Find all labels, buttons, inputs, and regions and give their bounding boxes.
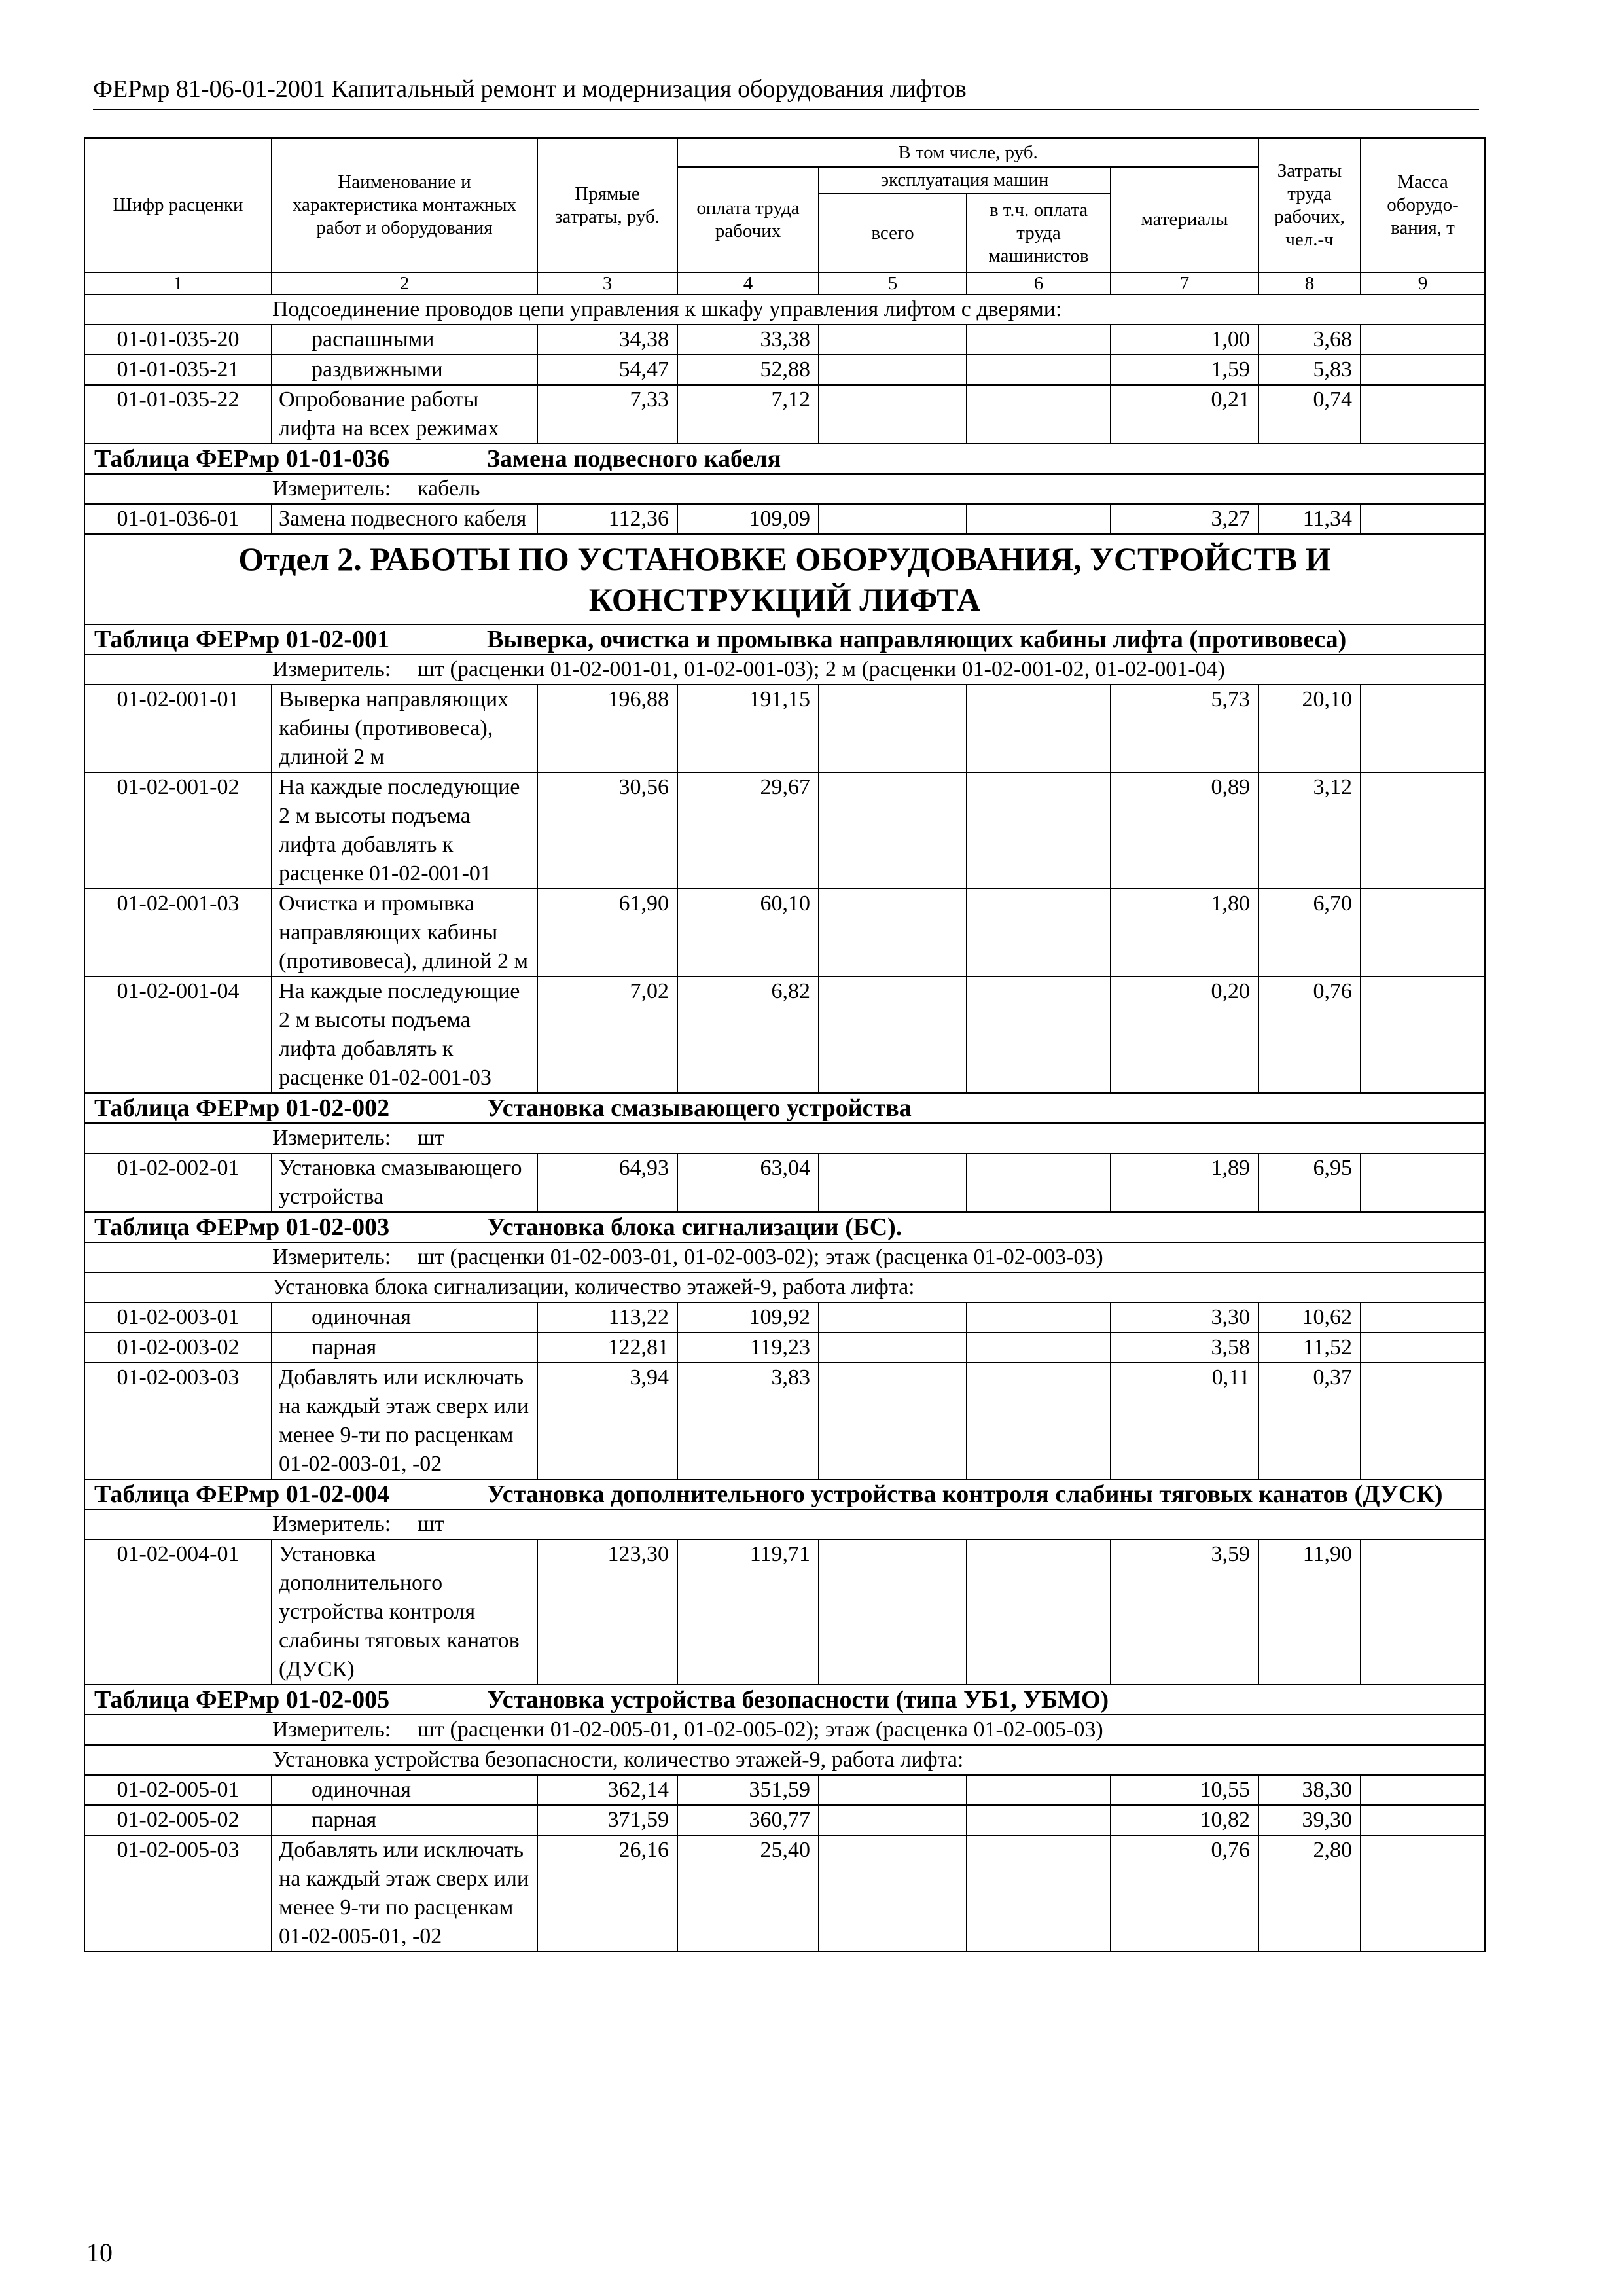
labor-pay: 29,67 (677, 772, 819, 889)
materials: 3,58 (1111, 1333, 1258, 1363)
labor-hours: 2,80 (1258, 1835, 1361, 1952)
mass (1361, 1835, 1485, 1952)
table-row (84, 1539, 1485, 1685)
labor-hours: 6,95 (1258, 1153, 1361, 1212)
rate-code: 01-01-035-20 (84, 325, 272, 355)
machinists-pay (967, 1363, 1111, 1479)
page-number: 10 (86, 2238, 113, 2267)
table-row (84, 504, 1485, 534)
mass (1361, 1333, 1485, 1363)
work-name: Очистка и промывка направляющих кабины (противовеса), длиной 2 м (272, 889, 537, 977)
col-number: 6 (967, 272, 1111, 295)
measure-row (84, 1715, 1485, 1745)
materials: 5,73 (1111, 685, 1258, 772)
table-row (84, 1835, 1485, 1952)
materials: 1,00 (1111, 325, 1258, 355)
direct-cost: 196,88 (537, 685, 677, 772)
direct-cost: 7,02 (537, 977, 677, 1093)
work-name: Замена подвесного кабеля (272, 504, 537, 534)
machinists-pay (967, 977, 1111, 1093)
machines-total (819, 504, 967, 534)
labor-pay: 25,40 (677, 1835, 819, 1952)
table-number: Таблица ФЕРмр 01-02-004 (94, 1480, 390, 1508)
rate-code: 01-02-005-03 (84, 1835, 272, 1952)
machinists-pay (967, 504, 1111, 534)
work-name: парная (272, 1333, 537, 1363)
table-row (84, 1153, 1485, 1212)
table-heading (84, 1093, 1485, 1123)
table-title: Установка блока сигнализации (БС). (487, 1213, 902, 1241)
measure-row (84, 1123, 1485, 1153)
labor-pay: 6,82 (677, 977, 819, 1093)
work-name: Добавлять или исключать на каждый этаж сверх или менее 9-ти по расценкам 01-02-003-01, -02 (272, 1363, 537, 1479)
rate-code: 01-01-036-01 (84, 504, 272, 534)
labor-pay: 33,38 (677, 325, 819, 355)
machines-total (819, 385, 967, 444)
work-name: На каждые последующие 2 м высоты подъема лифта добавлять к расценке 01-02-001-03 (272, 977, 537, 1093)
col-number: 2 (272, 272, 537, 295)
table-row (84, 385, 1485, 444)
mass (1361, 1153, 1485, 1212)
machinists-pay (967, 385, 1111, 444)
work-name: Опробование работы лифта на всех режимах (272, 385, 537, 444)
rate-code: 01-02-002-01 (84, 1153, 272, 1212)
labor-hours: 0,74 (1258, 385, 1361, 444)
labor-pay: 109,09 (677, 504, 819, 534)
rate-code: 01-01-035-21 (84, 355, 272, 385)
table-row (84, 889, 1485, 977)
labor-hours: 3,68 (1258, 325, 1361, 355)
mass (1361, 685, 1485, 772)
machinists-pay (967, 1302, 1111, 1333)
work-name: На каждые последующие 2 м высоты подъема лифта добавлять к расценке 01-02-001-01 (272, 772, 537, 889)
mass (1361, 504, 1485, 534)
machines-total (819, 1835, 967, 1952)
table-number: Таблица ФЕРмр 01-02-002 (94, 1094, 390, 1122)
machinists-pay (967, 325, 1111, 355)
rate-code: 01-02-001-01 (84, 685, 272, 772)
direct-cost: 7,33 (537, 385, 677, 444)
division-title: Отдел 2. РАБОТЫ ПО УСТАНОВКЕ ОБОРУДОВАНИЯ, УСТРОЙСТВ И КОНСТРУКЦИЙ ЛИФТА (84, 534, 1485, 624)
measure-unit: шт (расценки 01-02-003-01, 01-02-003-02); этаж (расценка 01-02-003-03) (418, 1245, 1103, 1269)
col-number: 8 (1258, 272, 1361, 295)
measure-label: Измеритель: (272, 476, 391, 501)
measure-unit: шт (418, 1512, 445, 1536)
labor-hours: 0,76 (1258, 977, 1361, 1093)
materials: 3,27 (1111, 504, 1258, 534)
page-header: ФЕРмр 81-06-01-2001 Капитальный ремонт и модернизация оборудования лифтов (93, 73, 1479, 110)
labor-pay: 7,12 (677, 385, 819, 444)
labor-hours: 39,30 (1258, 1805, 1361, 1835)
table-row (84, 772, 1485, 889)
mass (1361, 355, 1485, 385)
col-name-header: Наименование и характеристика монтажных работ и оборудования (272, 138, 537, 272)
table-heading (84, 444, 1485, 474)
labor-hours: 10,62 (1258, 1302, 1361, 1333)
machines-total (819, 325, 967, 355)
machines-total (819, 355, 967, 385)
direct-cost: 26,16 (537, 1835, 677, 1952)
labor-hours: 38,30 (1258, 1775, 1361, 1805)
measure-unit: шт (расценки 01-02-005-01, 01-02-005-02); этаж (расценка 01-02-005-03) (418, 1717, 1103, 1742)
materials: 10,55 (1111, 1775, 1258, 1805)
materials: 0,20 (1111, 977, 1258, 1093)
table-row (84, 685, 1485, 772)
measure-row (84, 474, 1485, 504)
work-name: раздвижными (272, 355, 537, 385)
section-subheading: Подсоединение проводов цепи управления к шкафу управления лифтом с дверями: (84, 295, 1485, 325)
col-mach-total-header: всего (819, 194, 967, 272)
mass (1361, 1363, 1485, 1479)
table-number: Таблица ФЕРмр 01-02-005 (94, 1686, 390, 1713)
col-mach-incl-header: в т.ч. оплата труда машинистов (967, 194, 1111, 272)
work-name: одиночная (272, 1775, 537, 1805)
machinists-pay (967, 685, 1111, 772)
work-name: Выверка направляющих кабины (противовеса), длиной 2 м (272, 685, 537, 772)
labor-hours: 11,90 (1258, 1539, 1361, 1685)
table-number: Таблица ФЕРмр 01-01-036 (94, 445, 390, 473)
col-materials-header: материалы (1111, 167, 1258, 272)
materials: 3,59 (1111, 1539, 1258, 1685)
col-number: 9 (1361, 272, 1485, 295)
direct-cost: 123,30 (537, 1539, 677, 1685)
rate-code: 01-02-001-04 (84, 977, 272, 1093)
materials: 1,80 (1111, 889, 1258, 977)
mass (1361, 1805, 1485, 1835)
table-title: Установка устройства безопасности (типа УБ1, УБМО) (487, 1686, 1109, 1713)
labor-hours: 20,10 (1258, 685, 1361, 772)
table-row (84, 1333, 1485, 1363)
rate-code: 01-02-005-02 (84, 1805, 272, 1835)
direct-cost: 30,56 (537, 772, 677, 889)
machinists-pay (967, 1775, 1111, 1805)
measure-row (84, 1242, 1485, 1272)
direct-cost: 61,90 (537, 889, 677, 977)
materials: 0,89 (1111, 772, 1258, 889)
rate-code: 01-02-003-02 (84, 1333, 272, 1363)
table-heading (84, 624, 1485, 655)
table-row (84, 1363, 1485, 1479)
machines-total (819, 1775, 967, 1805)
col-number: 3 (537, 272, 677, 295)
col-code-header: Шифр расценки (84, 138, 272, 272)
labor-pay: 191,15 (677, 685, 819, 772)
work-name: Установка дополнительного устройства контроля слабины тяговых канатов (ДУСК) (272, 1539, 537, 1685)
measure-label: Измеритель: (272, 1126, 391, 1150)
direct-cost: 122,81 (537, 1333, 677, 1363)
labor-hours: 3,12 (1258, 772, 1361, 889)
work-name: Установка смазывающего устройства (272, 1153, 537, 1212)
measure-label: Измеритель: (272, 1512, 391, 1536)
labor-hours: 6,70 (1258, 889, 1361, 977)
direct-cost: 371,59 (537, 1805, 677, 1835)
rate-code: 01-02-003-03 (84, 1363, 272, 1479)
machines-total (819, 1333, 967, 1363)
direct-cost: 34,38 (537, 325, 677, 355)
direct-cost: 112,36 (537, 504, 677, 534)
table-title: Замена подвесного кабеля (487, 445, 781, 473)
machines-total (819, 1539, 967, 1685)
direct-cost: 54,47 (537, 355, 677, 385)
machines-total (819, 1302, 967, 1333)
labor-hours: 11,52 (1258, 1333, 1361, 1363)
machines-total (819, 685, 967, 772)
machines-total (819, 772, 967, 889)
labor-hours: 0,37 (1258, 1363, 1361, 1479)
machines-total (819, 1363, 967, 1479)
materials: 3,30 (1111, 1302, 1258, 1333)
machines-total (819, 977, 967, 1093)
rate-code: 01-02-001-02 (84, 772, 272, 889)
mass (1361, 325, 1485, 355)
rate-code: 01-02-003-01 (84, 1302, 272, 1333)
machinists-pay (967, 355, 1111, 385)
materials: 0,11 (1111, 1363, 1258, 1479)
measure-label: Измеритель: (272, 657, 391, 681)
measure-row (84, 1509, 1485, 1539)
measure-label: Измеритель: (272, 1717, 391, 1742)
labor-pay: 63,04 (677, 1153, 819, 1212)
table-number: Таблица ФЕРмр 01-02-003 (94, 1213, 390, 1241)
machinists-pay (967, 772, 1111, 889)
machinists-pay (967, 889, 1111, 977)
table-title: Установка дополнительного устройства контроля слабины тяговых канатов (ДУСК) (487, 1480, 1443, 1508)
col-mass-header: Масса оборудо-вания, т (1361, 138, 1485, 272)
mass (1361, 977, 1485, 1093)
work-name: распашными (272, 325, 537, 355)
machinists-pay (967, 1333, 1111, 1363)
machinists-pay (967, 1835, 1111, 1952)
col-number: 7 (1111, 272, 1258, 295)
table-title: Выверка, очистка и промывка направляющих кабины лифта (противовеса) (487, 626, 1347, 653)
table-title: Установка смазывающего устройства (487, 1094, 912, 1122)
labor-pay: 119,71 (677, 1539, 819, 1685)
machinists-pay (967, 1539, 1111, 1685)
table-row (84, 355, 1485, 385)
machines-total (819, 1805, 967, 1835)
col-number: 1 (84, 272, 272, 295)
labor-pay: 109,92 (677, 1302, 819, 1333)
machinists-pay (967, 1153, 1111, 1212)
table-heading (84, 1685, 1485, 1715)
table-heading (84, 1479, 1485, 1509)
work-name: одиночная (272, 1302, 537, 1333)
labor-pay: 60,10 (677, 889, 819, 977)
labor-pay: 52,88 (677, 355, 819, 385)
mass (1361, 385, 1485, 444)
measure-row (84, 655, 1485, 685)
rates-table (84, 137, 1486, 1952)
table-row (84, 325, 1485, 355)
labor-hours: 5,83 (1258, 355, 1361, 385)
measure-unit: кабель (418, 476, 480, 501)
labor-pay: 119,23 (677, 1333, 819, 1363)
machines-total (819, 1153, 967, 1212)
mass (1361, 1775, 1485, 1805)
work-name: парная (272, 1805, 537, 1835)
labor-pay: 360,77 (677, 1805, 819, 1835)
direct-cost: 64,93 (537, 1153, 677, 1212)
rate-code: 01-02-005-01 (84, 1775, 272, 1805)
materials: 1,59 (1111, 355, 1258, 385)
table-row (84, 1302, 1485, 1333)
col-number: 5 (819, 272, 967, 295)
col-labor-cost-header: Затраты труда рабочих, чел.-ч (1258, 138, 1361, 272)
table-row (84, 977, 1485, 1093)
mass (1361, 889, 1485, 977)
measure-label: Измеритель: (272, 1245, 391, 1269)
col-labor-pay-header: оплата труда рабочих (677, 167, 819, 272)
mass (1361, 1539, 1485, 1685)
machines-total (819, 889, 967, 977)
materials: 0,21 (1111, 385, 1258, 444)
labor-pay: 351,59 (677, 1775, 819, 1805)
machinists-pay (967, 1805, 1111, 1835)
col-machines-header: эксплуатация машин (819, 167, 1111, 194)
col-number: 4 (677, 272, 819, 295)
section-subheading: Установка блока сигнализации, количество этажей-9, работа лифта: (84, 1272, 1485, 1302)
labor-pay: 3,83 (677, 1363, 819, 1479)
table-row (84, 1775, 1485, 1805)
materials: 0,76 (1111, 1835, 1258, 1952)
table-heading (84, 1212, 1485, 1242)
direct-cost: 113,22 (537, 1302, 677, 1333)
col-direct-header: Прямые затраты, руб. (537, 138, 677, 272)
measure-unit: шт (418, 1126, 445, 1150)
materials: 10,82 (1111, 1805, 1258, 1835)
rate-code: 01-01-035-22 (84, 385, 272, 444)
table-number: Таблица ФЕРмр 01-02-001 (94, 626, 390, 653)
col-incl-header: В том числе, руб. (677, 138, 1258, 167)
rate-code: 01-02-004-01 (84, 1539, 272, 1685)
labor-hours: 11,34 (1258, 504, 1361, 534)
measure-unit: шт (расценки 01-02-001-01, 01-02-001-03); 2 м (расценки 01-02-001-02, 01-02-001-04) (418, 657, 1225, 681)
rate-code: 01-02-001-03 (84, 889, 272, 977)
mass (1361, 1302, 1485, 1333)
direct-cost: 3,94 (537, 1363, 677, 1479)
mass (1361, 772, 1485, 889)
work-name: Добавлять или исключать на каждый этаж сверх или менее 9-ти по расценкам 01-02-005-01, -02 (272, 1835, 537, 1952)
direct-cost: 362,14 (537, 1775, 677, 1805)
table-row (84, 1805, 1485, 1835)
section-subheading: Установка устройства безопасности, количество этажей-9, работа лифта: (84, 1745, 1485, 1775)
materials: 1,89 (1111, 1153, 1258, 1212)
